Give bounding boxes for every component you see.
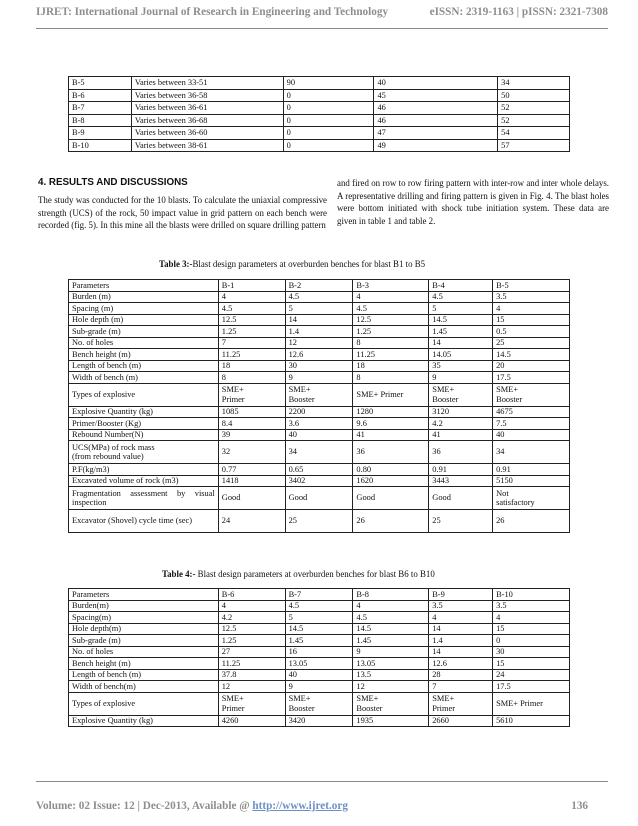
- cell-line: SME+: [356, 694, 379, 703]
- table-cell: 4: [218, 291, 285, 303]
- table-cell: 18: [353, 360, 429, 372]
- table-cell: 9: [353, 646, 429, 658]
- table-cell: 17.5: [493, 372, 570, 384]
- table-cell: B-6: [69, 89, 132, 102]
- table-cell: B-5: [69, 77, 132, 90]
- table-cell: 0: [493, 635, 570, 647]
- table-cell: Excavated volume of rock (m3): [69, 475, 219, 487]
- table-cell: 36: [353, 441, 429, 464]
- table-cell: 4: [218, 600, 285, 612]
- table-cell: 9.6: [353, 418, 429, 430]
- table-cell: SME+ Primer: [353, 383, 429, 406]
- table-cell: Width of bench(m): [69, 681, 219, 693]
- table-cell: [429, 692, 493, 715]
- table-cell: 4.5: [218, 303, 285, 315]
- table-cell: Varies between 36-61: [131, 102, 283, 115]
- table-cell: Burden(m): [69, 600, 219, 612]
- cell-line: Primer: [221, 703, 245, 713]
- table-cell: 52: [498, 114, 570, 127]
- table-cell: 11.25: [218, 349, 285, 361]
- table-cell: 47: [374, 127, 498, 140]
- table-cell: [285, 383, 353, 406]
- table-cell: 12.6: [285, 349, 353, 361]
- table3-caption-label: Table 3:-: [159, 259, 193, 269]
- table-row: [69, 510, 570, 533]
- table-cell: 18: [218, 360, 285, 372]
- table-header-cell: B-3: [353, 280, 429, 292]
- table-cell: 26: [353, 510, 429, 533]
- page-number: 136: [571, 800, 588, 812]
- table-row: [69, 623, 570, 635]
- continuation-table: [68, 76, 570, 152]
- table-cell: 12.5: [353, 314, 429, 326]
- body-paragraph-left: The study was conducted for the 10 blasts. To calculate the uniaxial compressive strength (UCS) of the rock, 50 impact value in grid pattern on each bench were recorded (fig. 5). In this mine all the blasts were drilled on square drilling pattern: [38, 195, 327, 231]
- table-cell: 12: [285, 337, 353, 349]
- table-header-cell: B-1: [218, 280, 285, 292]
- table-row: [69, 314, 570, 326]
- table-cell: 9: [285, 681, 353, 693]
- table-cell: B-7: [69, 102, 132, 115]
- table-cell: 1.4: [285, 326, 353, 338]
- table-cell: 4.5: [285, 291, 353, 303]
- table-cell: 4.5: [285, 600, 353, 612]
- cell-line: Not: [496, 488, 509, 498]
- table-cell: 3.5: [429, 600, 493, 612]
- table-row: [69, 418, 570, 430]
- table4-caption-label: Table 4:-: [162, 569, 196, 579]
- table-cell: 40: [285, 669, 353, 681]
- table-cell: 28: [429, 669, 493, 681]
- table-cell: 4.5: [353, 303, 429, 315]
- table-cell: Types of explosive: [69, 383, 219, 406]
- table-cell: 14: [429, 337, 493, 349]
- table-cell: 8.4: [218, 418, 285, 430]
- table-cell: Rebound Number(N): [69, 429, 219, 441]
- table-cell: 3.5: [493, 600, 570, 612]
- table-cell: 4: [493, 303, 570, 315]
- cell-line: SME+: [432, 385, 455, 394]
- table-cell: 3.5: [493, 291, 570, 303]
- table-cell: P.F(kg/m3): [69, 464, 219, 476]
- table-cell: 9: [285, 372, 353, 384]
- table-cell: 52: [498, 102, 570, 115]
- table-row: [69, 127, 570, 140]
- table-row: [69, 692, 570, 715]
- table-row: [69, 600, 570, 612]
- cell-line: Primer: [221, 394, 245, 404]
- table-row: [69, 487, 570, 510]
- table-cell: Hole depth(m): [69, 623, 219, 635]
- table3-caption-text: Blast design parameters at overburden benches for blast B1 to B5: [192, 259, 426, 269]
- table-row: [69, 658, 570, 670]
- cell-line: SME+: [496, 385, 519, 394]
- table-cell: 13.05: [285, 658, 353, 670]
- table-row: [69, 102, 570, 115]
- journal-title: IJRET: International Journal of Research in Engineering and Technology: [36, 6, 389, 18]
- table-cell: 1.45: [429, 326, 493, 338]
- table-cell: No. of holes: [69, 337, 219, 349]
- table-cell: 8: [353, 337, 429, 349]
- table-cell: 1418: [218, 475, 285, 487]
- table-row: [69, 349, 570, 361]
- table-cell: [429, 383, 493, 406]
- table-cell: Explosive Quantity (kg): [69, 406, 219, 418]
- table-row: [69, 337, 570, 349]
- table-cell: 27: [218, 646, 285, 658]
- table-cell: 25: [429, 510, 493, 533]
- header-rule: [36, 28, 608, 29]
- table-cell: Sub-grade (m): [69, 326, 219, 338]
- table4-caption: [162, 569, 435, 579]
- table-cell: 2200: [285, 406, 353, 418]
- table-cell: 15: [493, 314, 570, 326]
- table-cell: 25: [493, 337, 570, 349]
- page-footer: [36, 800, 608, 812]
- table-cell: 40: [374, 77, 498, 90]
- table-cell: 0: [283, 127, 374, 140]
- table-cell: 35: [429, 360, 493, 372]
- table-cell: Good: [353, 487, 429, 510]
- table3-caption: [159, 259, 425, 269]
- table-row: [69, 715, 570, 727]
- table-cell: Primer/Booster (Kg): [69, 418, 219, 430]
- table-cell: Varies between 36-60: [131, 127, 283, 140]
- table-cell: 0: [283, 114, 374, 127]
- table-cell: 0.65: [285, 464, 353, 476]
- table-cell: 3443: [429, 475, 493, 487]
- cell-line: Booster: [432, 394, 459, 404]
- table-cell: 3120: [429, 406, 493, 418]
- table-cell: 12: [218, 681, 285, 693]
- table-cell: 13.5: [353, 669, 429, 681]
- table-row: [69, 291, 570, 303]
- table-header-cell: B-9: [429, 589, 493, 601]
- table-row: [69, 475, 570, 487]
- table-cell: 46: [374, 102, 498, 115]
- table-cell: 1.25: [218, 326, 285, 338]
- table-cell: B-8: [69, 114, 132, 127]
- table-cell: Varies between 33-51: [131, 77, 283, 90]
- table-cell: Explosive Quantity (kg): [69, 715, 219, 727]
- footer-rule: [36, 781, 608, 782]
- table-row: [69, 464, 570, 476]
- table-cell: 36: [429, 441, 493, 464]
- table-cell: Varies between 38-61: [131, 139, 283, 152]
- table3: [68, 279, 570, 533]
- table-cell: 14.5: [353, 623, 429, 635]
- table-cell: 34: [285, 441, 353, 464]
- table-row: [69, 429, 570, 441]
- table-cell: 0: [283, 89, 374, 102]
- table-cell: 5: [285, 303, 353, 315]
- cell-line: Booster: [288, 394, 315, 404]
- table-cell: 3402: [285, 475, 353, 487]
- table-row: [69, 383, 570, 406]
- table-cell: 90: [283, 77, 374, 90]
- table-cell: 5150: [493, 475, 570, 487]
- table-cell: 40: [493, 429, 570, 441]
- table-cell: 12.5: [218, 623, 285, 635]
- cell-line: (from rebound value): [72, 452, 144, 461]
- table-header-cell: B-7: [285, 589, 353, 601]
- table-row: [69, 303, 570, 315]
- table-cell: [218, 383, 285, 406]
- table-cell: 0: [283, 139, 374, 152]
- table-cell: 14: [285, 314, 353, 326]
- cell-line: Booster: [288, 703, 315, 713]
- table-cell: B-10: [69, 139, 132, 152]
- table-cell: 34: [493, 441, 570, 464]
- cell-line: satisfactory: [496, 498, 535, 507]
- table-cell: [353, 692, 429, 715]
- table-cell: 14.5: [493, 349, 570, 361]
- table-cell: Spacing(m): [69, 612, 219, 624]
- table-cell: 41: [429, 429, 493, 441]
- table-cell: 15: [493, 623, 570, 635]
- table-cell: B-9: [69, 127, 132, 140]
- table-cell: 14.05: [429, 349, 493, 361]
- cell-line: Booster: [356, 703, 383, 713]
- table-cell: 14.5: [285, 623, 353, 635]
- table-cell: 14.5: [429, 314, 493, 326]
- table-cell: 37.8: [218, 669, 285, 681]
- table-cell: 17.5: [493, 681, 570, 693]
- table-cell: 24: [493, 669, 570, 681]
- table-row: [69, 326, 570, 338]
- table-row: [69, 139, 570, 152]
- table-cell: 1085: [218, 406, 285, 418]
- section-heading: 4. RESULTS AND DISCUSSIONS: [38, 177, 188, 188]
- table-cell: 45: [374, 89, 498, 102]
- table-cell: 1620: [353, 475, 429, 487]
- table-cell: 12: [353, 681, 429, 693]
- table-row: [69, 646, 570, 658]
- table-cell: [493, 487, 570, 510]
- table-cell: 1.45: [285, 635, 353, 647]
- table-row: [69, 372, 570, 384]
- table-cell: 2660: [429, 715, 493, 727]
- table-cell: 14: [429, 646, 493, 658]
- table-cell: 50: [498, 89, 570, 102]
- table-cell: 30: [285, 360, 353, 372]
- table-cell: Varies between 36-58: [131, 89, 283, 102]
- cell-line: Booster: [496, 394, 523, 404]
- table-header-cell: Parameters: [69, 280, 219, 292]
- table-cell: 49: [374, 139, 498, 152]
- table-cell: No. of holes: [69, 646, 219, 658]
- table-cell: 54: [498, 127, 570, 140]
- cell-line: Primer: [432, 703, 456, 713]
- table-row: [69, 681, 570, 693]
- table-cell: 39: [218, 429, 285, 441]
- table-cell: [218, 692, 285, 715]
- table-cell: 57: [498, 139, 570, 152]
- table-cell: 1.25: [353, 326, 429, 338]
- table-cell: 24: [218, 510, 285, 533]
- table-cell: Varies between 36-68: [131, 114, 283, 127]
- table-cell: Fragmentation assessment by visual inspection: [69, 487, 219, 510]
- table-cell: Burden (m): [69, 291, 219, 303]
- table-cell: 46: [374, 114, 498, 127]
- table-header-cell: B-8: [353, 589, 429, 601]
- table-cell: 1.25: [218, 635, 285, 647]
- cell-line: SME+: [221, 385, 244, 394]
- table-cell: 4.5: [429, 291, 493, 303]
- table-cell: 12.6: [429, 658, 493, 670]
- table-cell: 15: [493, 658, 570, 670]
- table-cell: 4: [493, 612, 570, 624]
- table-cell: 8: [353, 372, 429, 384]
- cell-line: SME+: [432, 694, 455, 703]
- table-cell: 40: [285, 429, 353, 441]
- table-cell: Bench height (m): [69, 658, 219, 670]
- table-row: [69, 360, 570, 372]
- issn-text: eISSN: 2319-1163 | pISSN: 2321-7308: [429, 6, 608, 18]
- table-cell: Spacing (m): [69, 303, 219, 315]
- table-cell: 0: [283, 102, 374, 115]
- table-cell: 0.91: [429, 464, 493, 476]
- table-cell: Good: [218, 487, 285, 510]
- table-cell: 3.6: [285, 418, 353, 430]
- table-cell: 0.91: [493, 464, 570, 476]
- table-cell: 5610: [493, 715, 570, 727]
- table-cell: 3420: [285, 715, 353, 727]
- table-cell: 0.77: [218, 464, 285, 476]
- table-header-cell: Parameters: [69, 589, 219, 601]
- table-cell: 4: [353, 600, 429, 612]
- table-header-cell: B-6: [218, 589, 285, 601]
- table-header-cell: B-4: [429, 280, 493, 292]
- journal-link[interactable]: http://www.ijret.org: [252, 800, 348, 812]
- table-row: [69, 612, 570, 624]
- table-cell: 5: [429, 303, 493, 315]
- table-cell: 5: [285, 612, 353, 624]
- page-header: [36, 6, 608, 18]
- table-cell: Length of bench (m): [69, 669, 219, 681]
- table-cell: Bench height (m): [69, 349, 219, 361]
- table-cell: 7: [218, 337, 285, 349]
- table-cell: 4: [353, 291, 429, 303]
- table-cell: 30: [493, 646, 570, 658]
- table-cell: 20: [493, 360, 570, 372]
- cell-line: SME+: [288, 694, 311, 703]
- table-cell: Excavator (Shovel) cycle time (sec): [69, 510, 219, 533]
- table-cell: 4: [429, 612, 493, 624]
- table-header-cell: B-2: [285, 280, 353, 292]
- table-cell: 16: [285, 646, 353, 658]
- table-cell: [493, 383, 570, 406]
- table-cell: 9: [429, 372, 493, 384]
- table-row: [69, 89, 570, 102]
- table-cell: [285, 692, 353, 715]
- table-cell: 4.5: [353, 612, 429, 624]
- table-header-cell: B-10: [493, 589, 570, 601]
- table-row: [69, 406, 570, 418]
- table-cell: 7.5: [493, 418, 570, 430]
- table4: [68, 588, 570, 727]
- table-cell: 41: [353, 429, 429, 441]
- table-cell: Length of bench (m): [69, 360, 219, 372]
- table-cell: 14: [429, 623, 493, 635]
- cell-line: SME+: [221, 694, 244, 703]
- table-cell: 11.25: [353, 349, 429, 361]
- table-cell: 34: [498, 77, 570, 90]
- table-cell: 26: [493, 510, 570, 533]
- table-cell: [69, 441, 219, 464]
- table-cell: Types of explosive: [69, 692, 219, 715]
- volume-info: Volume: 02 Issue: 12 | Dec-2013, Available @: [36, 800, 253, 812]
- table-row: [69, 669, 570, 681]
- table-cell: Good: [285, 487, 353, 510]
- table-cell: 11.25: [218, 658, 285, 670]
- table-cell: 12.5: [218, 314, 285, 326]
- table-cell: Sub-grade (m): [69, 635, 219, 647]
- table-cell: 0.5: [493, 326, 570, 338]
- table-cell: 1.4: [429, 635, 493, 647]
- table-row: [69, 441, 570, 464]
- cell-line: UCS(MPa) of rock mass: [72, 442, 155, 452]
- table-cell: 8: [218, 372, 285, 384]
- table-cell: Good: [429, 487, 493, 510]
- table4-caption-text: Blast design parameters at overburden benches for blast B6 to B10: [195, 569, 435, 579]
- table-row: [69, 77, 570, 90]
- table-row: [69, 635, 570, 647]
- table-cell: 4675: [493, 406, 570, 418]
- table-cell: 1935: [353, 715, 429, 727]
- table-cell: 1.45: [353, 635, 429, 647]
- table-cell: 0.80: [353, 464, 429, 476]
- table-row: [69, 589, 570, 601]
- table-row: [69, 114, 570, 127]
- table-header-cell: B-5: [493, 280, 570, 292]
- body-paragraph-right: and fired on row to row firing pattern with inter-row and inter whole delays. A representative drilling and firing pattern is given in Fig. 4. The blast holes were bottom initiated with shock tube initiation system. These data are given in table 1 and table 2.: [337, 178, 609, 226]
- table-cell: 1280: [353, 406, 429, 418]
- table-cell: SME+ Primer: [493, 692, 570, 715]
- table-cell: 7: [429, 681, 493, 693]
- table-cell: 32: [218, 441, 285, 464]
- table-cell: Width of bench (m): [69, 372, 219, 384]
- table-cell: 4.2: [429, 418, 493, 430]
- table-cell: 4260: [218, 715, 285, 727]
- cell-line: SME+: [288, 385, 311, 394]
- table-row: [69, 280, 570, 292]
- table-cell: 13.05: [353, 658, 429, 670]
- table-cell: Hole depth (m): [69, 314, 219, 326]
- table-cell: 4.2: [218, 612, 285, 624]
- table-cell: 25: [285, 510, 353, 533]
